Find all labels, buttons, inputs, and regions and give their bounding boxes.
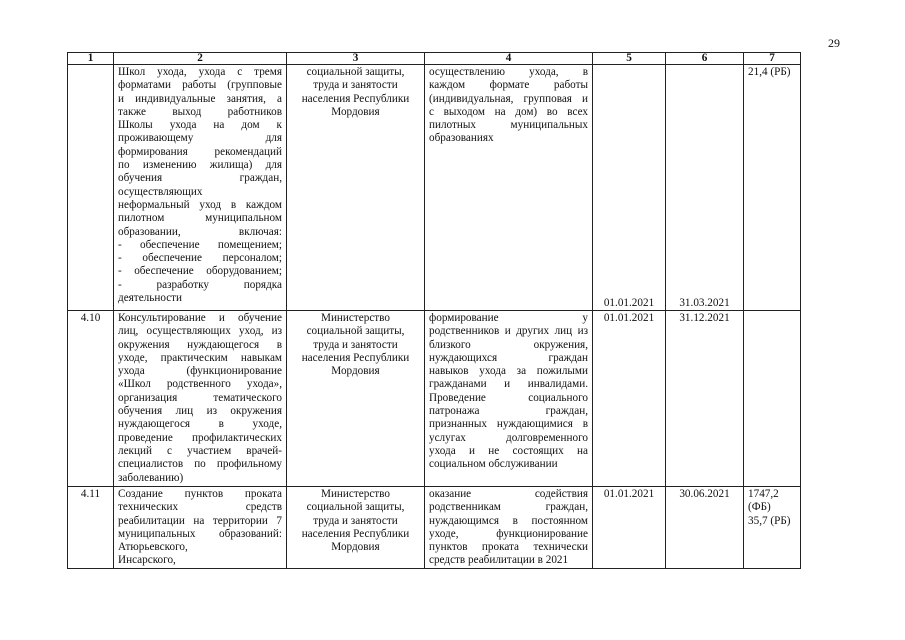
cell-line: образовании, включая: [118, 225, 282, 238]
cell-line: населения Республики [301, 527, 410, 540]
cell-line: ухода (функционирование [118, 365, 282, 378]
result-cell [425, 487, 593, 569]
cell-line: родственников и других лиц из [429, 325, 588, 338]
cell-line: (индивидуальная, групповая и [429, 92, 588, 105]
result-cell [425, 311, 593, 487]
start-date-cell: 01.01.2021 [593, 487, 666, 569]
cell-line: лиц, осуществляющих уход, из [118, 325, 282, 338]
cell-line: технических средств [118, 501, 282, 514]
cell-line: проживающему для [118, 132, 282, 145]
cell-line: обучения лиц из окружения [118, 405, 282, 418]
cell-line: обучения граждан, [118, 172, 282, 185]
cell-line: формирования рекомендаций [118, 145, 282, 158]
cell-line: - обеспечение оборудованием; [118, 265, 282, 278]
funding-cell [744, 487, 801, 569]
column-header: 2 [114, 53, 287, 65]
cell-line: пилотных муниципальных [429, 119, 588, 132]
page-number: 29 [828, 36, 840, 50]
table-row [68, 65, 801, 311]
cell-line: близкого окружения, [429, 338, 588, 351]
cell-line: оказание содействия [429, 488, 588, 500]
column-header: 3 [287, 53, 425, 65]
cell-line: нуждающегося в уходе, [118, 418, 282, 431]
cell-line: лекций с участием врачей- [118, 444, 282, 457]
measures-table [67, 52, 801, 569]
cell-line: услугах долговременного [429, 431, 588, 444]
cell-line: образованиях [429, 132, 494, 145]
cell-line: населения Республики [301, 92, 410, 105]
start-date-cell: 01.01.2021 [593, 311, 666, 487]
executor-cell [287, 487, 425, 569]
end-date-cell: 31.12.2021 [666, 311, 744, 487]
cell-line: и индивидуальные занятия, а [118, 92, 282, 105]
cell-line: социальной защиты, [306, 66, 405, 78]
cell-line: средств реабилитации в 2021 [429, 554, 569, 567]
cell-line: также выход работников [118, 105, 282, 118]
cell-line: Министерство [321, 312, 390, 324]
funding-cell [744, 311, 801, 487]
cell-line: Проведение социального [429, 391, 588, 404]
cell-line: труда и занятости [313, 338, 398, 351]
funding-cell [744, 65, 801, 311]
measure-cell [114, 311, 287, 487]
cell-line: Министерство [321, 488, 390, 500]
cell-line: реабилитации на территории 7 [118, 514, 282, 527]
cell-line: с выходом на дом) во всех [429, 105, 588, 118]
cell-line: уходе, практическим навыкам [118, 351, 282, 364]
measure-cell [114, 65, 287, 311]
table-row [68, 487, 801, 569]
cell-line: Консультирование и обучение [118, 312, 282, 324]
column-header: 7 [744, 53, 801, 65]
cell-line: нуждающимся в постоянном [429, 514, 588, 527]
cell-line: труда и занятости [313, 514, 398, 527]
cell-line: социальном обслуживании [429, 458, 558, 471]
cell-line: муниципальных образований: [118, 527, 282, 540]
cell-line: Школ ухода, ухода с тремя [118, 66, 282, 78]
cell-line: навыков ухода за пожилыми [429, 365, 588, 378]
table-row [68, 311, 801, 487]
column-header: 5 [593, 53, 666, 65]
cell-line: Мордовия [331, 105, 380, 118]
cell-line: социальной защиты, [306, 325, 405, 338]
row-number: 4.10 [68, 311, 114, 487]
cell-line: окружения нуждающегося в [118, 338, 282, 351]
cell-line: - обеспечение персоналом; [118, 252, 282, 265]
table-header-row [68, 53, 801, 65]
cell-line: - разработку порядка [118, 278, 282, 291]
measure-cell [114, 487, 287, 569]
cell-line: 35,7 (РБ) [748, 514, 791, 527]
column-header: 4 [425, 53, 593, 65]
executor-cell [287, 311, 425, 487]
cell-line: 21,4 (РБ) [748, 66, 791, 78]
cell-line: пунктов проката технически [429, 541, 588, 554]
cell-line: форматами работы (групповые [118, 79, 282, 92]
cell-line: нуждающихся граждан [429, 351, 588, 364]
cell-line: уходе, функционирование [429, 527, 588, 540]
end-date-cell: 30.06.2021 [666, 487, 744, 569]
cell-line: формирование у [429, 312, 588, 324]
cell-line: ухода и не состоящих на [429, 444, 588, 457]
cell-line: Мордовия [331, 365, 380, 378]
cell-line: каждом формате работы [429, 79, 588, 92]
cell-line: населения Республики [301, 351, 410, 364]
cell-line: Школы ухода на дом к [118, 119, 282, 132]
cell-line: признанных нуждающимися в [429, 418, 588, 431]
cell-line: Атюрьевского, [118, 541, 188, 554]
cell-line: «Школ родственного ухода», [118, 378, 282, 391]
executor-cell [287, 65, 425, 311]
cell-line: осуществлению ухода, в [429, 66, 588, 78]
cell-line: 1747,2 (ФБ) [748, 488, 782, 514]
cell-line: труда и занятости [313, 79, 398, 92]
cell-line: родственникам граждан, [429, 501, 588, 514]
cell-line: Создание пунктов проката [118, 488, 282, 500]
cell-line: гражданами и инвалидами. [429, 378, 588, 391]
start-date-cell: 01.01.2021 [593, 65, 666, 311]
cell-line: Инсарского, [118, 554, 176, 567]
cell-line: социальной защиты, [306, 501, 405, 514]
column-header: 6 [666, 53, 744, 65]
cell-line: заболеванию) [118, 471, 184, 484]
cell-line: осуществляющих [118, 185, 203, 198]
cell-line: деятельности [118, 292, 183, 305]
result-cell [425, 65, 593, 311]
cell-line: пилотном муниципальном [118, 212, 282, 225]
cell-line: - обеспечение помещением; [118, 238, 282, 251]
row-number: 4.11 [68, 487, 114, 569]
cell-line: патронажа граждан, [429, 405, 588, 418]
cell-line: Мордовия [331, 541, 380, 554]
cell-line: неформальный уход в каждом [118, 198, 282, 211]
cell-line: по изменению жилища) для [118, 159, 282, 172]
cell-line: специалистов по профильному [118, 458, 282, 471]
row-number [68, 65, 114, 311]
column-header: 1 [68, 53, 114, 65]
cell-line: организация тематического [118, 391, 282, 404]
cell-line: проведение профилактических [118, 431, 282, 444]
end-date-cell: 31.03.2021 [666, 65, 744, 311]
